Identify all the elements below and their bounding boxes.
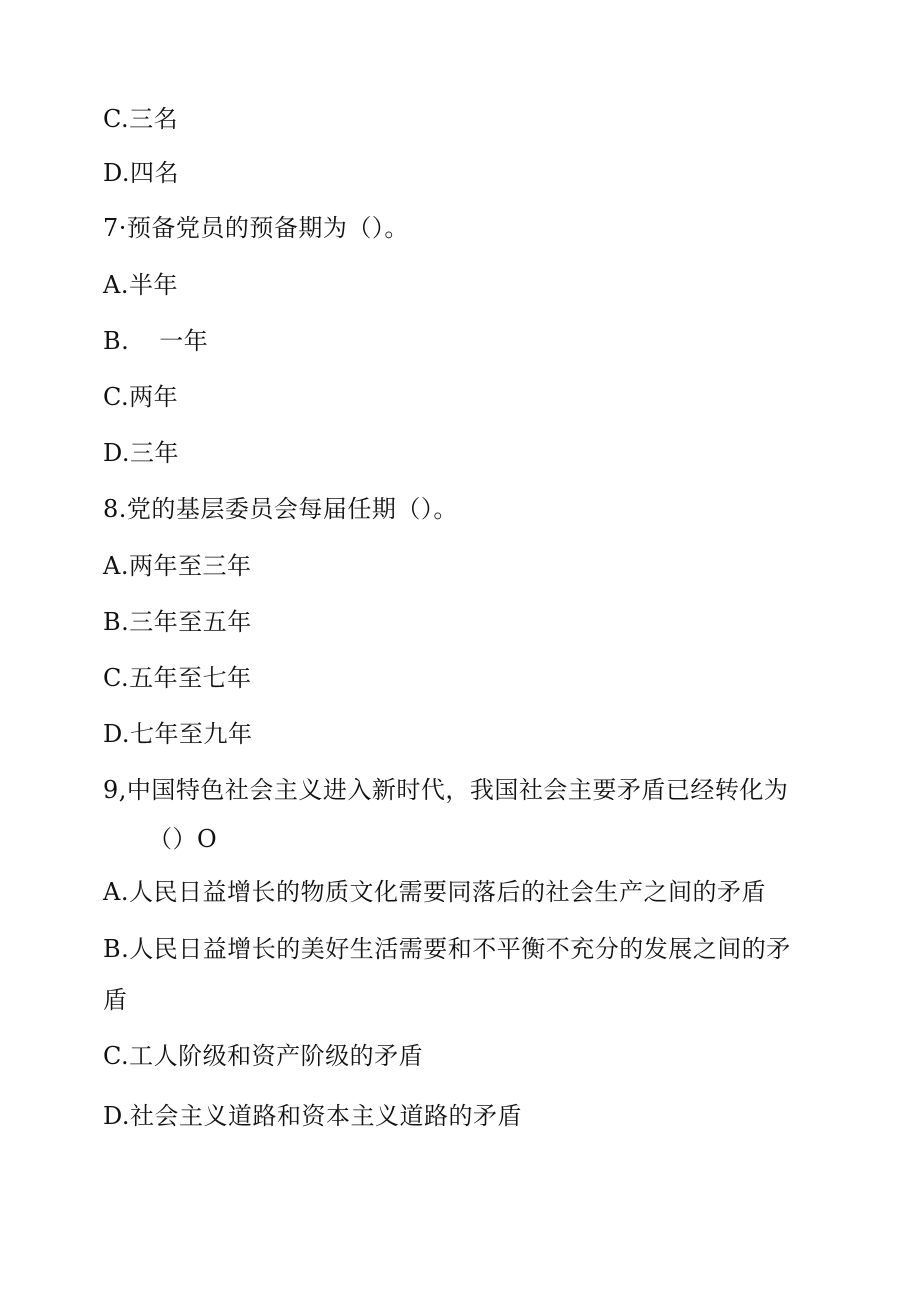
q7-option-a: A.半年 xyxy=(103,271,178,299)
q7-option-b-text: 一年 xyxy=(159,327,209,355)
q6-option-c: C.三名 xyxy=(103,105,179,133)
q7-option-b xyxy=(103,326,208,356)
q9-option-b: B.人民日益增长的美好生活需要和不平衡不充分的发展之间的矛 xyxy=(103,935,791,963)
question-7: 7·预备党员的预备期为（）。 xyxy=(103,214,409,242)
q7-option-c: C.两年 xyxy=(103,383,179,411)
question-9: 9,中国特色社会主义进入新时代，我国社会主要矛盾已经转化为 xyxy=(103,776,789,804)
question-8: 8.党的基层委员会每届任期（）。 xyxy=(103,495,458,523)
q8-option-a: A.两年至三年 xyxy=(103,552,252,580)
question-9-continued: （）O xyxy=(148,825,218,853)
q9-option-a: A.人民日益增长的物质文化需要同落后的社会生产之间的矛盾 xyxy=(103,878,766,906)
q7-option-d: D.三年 xyxy=(103,439,180,467)
q9-option-b-continued: 盾 xyxy=(103,986,128,1014)
q8-option-c: C.五年至七年 xyxy=(103,664,252,692)
q8-option-b: B.三年至五年 xyxy=(103,608,252,636)
q9-option-c: C.工人阶级和资产阶级的矛盾 xyxy=(103,1042,424,1070)
q8-option-d: D.七年至九年 xyxy=(103,720,253,748)
q9-option-d: D.社会主义道路和资本主义道路的矛盾 xyxy=(103,1102,523,1130)
q6-option-d: D.四名 xyxy=(103,159,180,187)
q7-option-b-prefix: B. xyxy=(103,327,130,355)
